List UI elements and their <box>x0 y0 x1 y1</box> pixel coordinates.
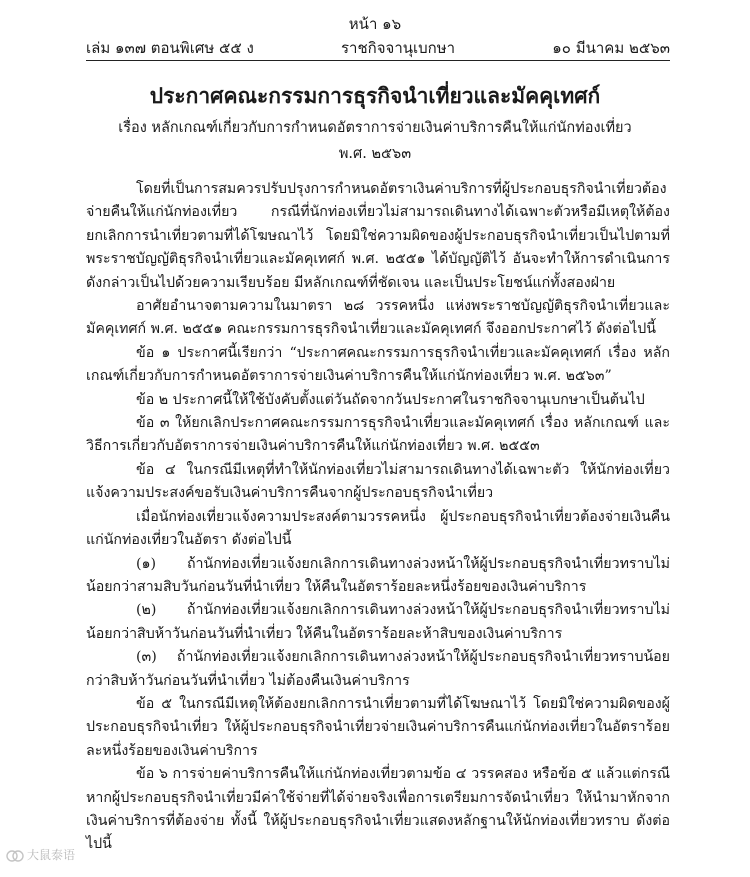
announcement-subject: เรื่อง หลักเกณฑ์เกี่ยวกับการกำหนดอัตราการจ่ายเงินค่าบริการคืนให้แก่นักท่องเที่ยว <box>118 120 632 136</box>
clause-4-item-2: (๒) ถ้านักท่องเที่ยวแจ้งยกเลิกการเดินทางล่วงหน้าให้ผู้ประกอบธุรกิจนำเที่ยวทราบไม่น้อยกว่าสิบห้าวันก่อนวันที่นำเที่ยว ให้คืนในอัตราร้อยละห้าสิบของเงินค่าบริการ <box>86 602 670 642</box>
clause-2: ข้อ ๒ ประกาศนี้ให้ใช้บังคับตั้งแต่วันถัดจากวันประกาศในราชกิจจานุเบกษาเป็นต้นไป <box>136 391 645 408</box>
volume-info: เล่ม ๑๓๗ ตอนพิเศษ ๕๕ ง <box>86 39 254 57</box>
clause-4-item-3: (๓) ถ้านักท่องเที่ยวแจ้งยกเลิกการเดินทางล่วงหน้าให้ผู้ประกอบธุรกิจนำเที่ยวทราบน้อยกว่าสิบห้าวันก่อนวันที่นำเที่ยว ไม่ต้องคืนเงินค่าบริการ <box>86 649 670 689</box>
announcement-body <box>86 178 670 857</box>
clause-4: ข้อ ๔ ในกรณีมีเหตุที่ทำให้นักท่องเที่ยวไม่สามารถเดินทางได้เฉพาะตัว ให้นักท่องเที่ยวแจ้งความประสงค์ขอรับเงินค่าบริการคืนจากผู้ประกอบธุรกิจนำเที่ยว <box>86 461 670 502</box>
announcement-year: พ.ศ. ๒๕๖๓ <box>338 146 412 162</box>
clause-6: ข้อ ๖ การจ่ายค่าบริการคืนให้แก่นักท่องเที่ยวตามข้อ ๔ วรรคสอง หรือข้อ ๕ แล้วแต่กรณีหากผู้ประกอบธุรกิจนำเที่ยวมีค่าใช้จ่ายที่ได้จ่ายจริงเพื่อการเตรียมการจัดนำเที่ยว ให้นำมาหักจากเงินค่าบริการที่ต้องจ่าย ทั้งนี้ ให้ผู้ประกอบธุรกิจนำเที่ยวแสดงหลักฐานให้นักท่องเที่ยวทราบ ดังต่อไปนี้ <box>86 766 670 853</box>
clause-4-item-1: (๑) ถ้านักท่องเที่ยวแจ้งยกเลิกการเดินทางล่วงหน้าให้ผู้ประกอบธุรกิจนำเที่ยวทราบไม่น้อยกว่าสามสิบวันก่อนวันที่นำเที่ยว ให้คืนในอัตราร้อยละหนึ่งร้อยของเงินค่าบริการ <box>86 555 670 595</box>
clause-1: ข้อ ๑ ประกาศนี้เรียกว่า “ประกาศคณะกรรมการธุรกิจนำเที่ยวและมัคคุเทศก์ เรื่อง หลักเกณฑ์เกี่ยวกับการกำหนดอัตราการจ่ายเงินค่าบริการคืนให้แก่นักท่องเที่ยว พ.ศ. ๒๕๖๓” <box>86 344 670 385</box>
page-number: หน้า ๑๖ <box>348 15 402 33</box>
publication-name: ราชกิจจานุเบกษา <box>341 39 456 57</box>
announcement-title: ประกาศคณะกรรมการธุรกิจนำเที่ยวและมัคคุเทศก์ <box>149 83 601 108</box>
preamble-paragraph: โดยที่เป็นการสมควรปรับปรุงการกำหนดอัตราเงินค่าบริการที่ผู้ประกอบธุรกิจนำเที่ยวต้องจ่ายคืนให้แก่นักท่องเที่ยว กรณีที่นักท่องเที่ยวไม่สามารถเดินทางได้เฉพาะตัวหรือมีเหตุให้ต้องยกเลิกการนำเที่ยวตามที่ได้โฆษณาไว้ โดยมิใช่ความผิดของผู้ประกอบธุรกิจนำเที่ยวเป็นไปตามที่พระราชบัญญัติธุรกิจนำเที่ยวและมัคคุเทศก์ พ.ศ. ๒๕๕๑ ได้บัญญัติไว้ อันจะทำให้การดำเนินการดังกล่าวเป็นไปด้วยความเรียบร้อย มีหลักเกณฑ์ที่ชัดเจน และเป็นประโยชน์แก่ทั้งสองฝ่าย <box>86 181 670 291</box>
clause-5: ข้อ ๕ ในกรณีมีเหตุให้ต้องยกเลิกการนำเที่ยวตามที่ได้โฆษณาไว้ โดยมิใช่ความผิดของผู้ประกอบธุรกิจนำเที่ยว ให้ผู้ประกอบธุรกิจนำเที่ยวจ่ายเงินค่าบริการคืนแก่นักท่องเที่ยวในอัตราร้อยละหนึ่งร้อยของเงินค่าบริการ <box>86 695 670 759</box>
gazette-header-row <box>86 36 670 58</box>
publication-date: ๑๐ มีนาคม ๒๕๖๓ <box>552 39 670 57</box>
clause-4-paragraph-2: เมื่อนักท่องเที่ยวแจ้งความประสงค์ตามวรรคหนึ่ง ผู้ประกอบธุรกิจนำเที่ยวต้องจ่ายเงินคืนแก่นักท่องเที่ยวในอัตรา ดังต่อไปนี้ <box>86 508 670 549</box>
clause-3: ข้อ ๓ ให้ยกเลิกประกาศคณะกรรมการธุรกิจนำเที่ยวและมัคคุเทศก์ เรื่อง หลักเกณฑ์ และวิธีการเกี่ยวกับอัตราการจ่ายเงินค่าบริการคืนให้แก่นักท่องเที่ยว พ.ศ. ๒๕๕๓ <box>86 415 670 455</box>
watermark <box>6 846 75 864</box>
watermark-logo-icon <box>6 848 24 864</box>
authority-paragraph: อาศัยอำนาจตามความในมาตรา ๒๘ วรรคหนึ่ง แห่งพระราชบัญญัติธุรกิจนำเที่ยวและมัคคุเทศก์ พ.ศ. ๒๕๕๑ คณะกรรมการธุรกิจนำเที่ยวและมัคคุเทศก์ จึงออกประกาศไว้ ดังต่อไปนี้ <box>86 298 670 338</box>
watermark-text: 大鼠泰语 <box>27 848 76 862</box>
header-divider <box>86 60 670 61</box>
